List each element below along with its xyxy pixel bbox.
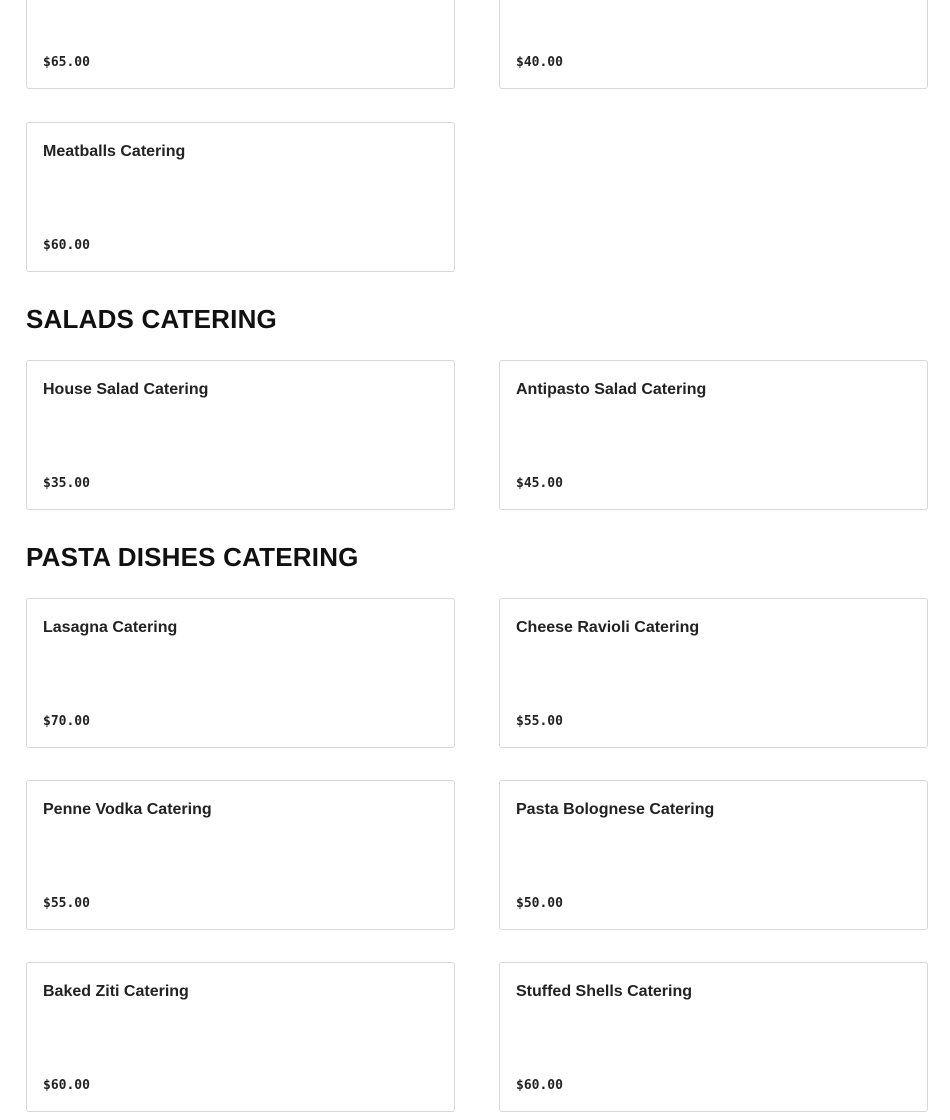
- item-price: $35.00: [43, 476, 90, 491]
- menu-item-card-lasagna[interactable]: [26, 598, 455, 748]
- item-price: $50.00: [516, 896, 563, 911]
- menu-item-card[interactable]: [499, 0, 928, 89]
- menu-item-card[interactable]: [26, 0, 455, 89]
- item-name: Meatballs Catering: [43, 143, 186, 160]
- section-title-pasta: PASTA DISHES CATERING: [26, 542, 359, 572]
- item-price: $60.00: [516, 1078, 563, 1093]
- item-name: Pasta Bolognese Catering: [516, 801, 715, 818]
- item-name: House Salad Catering: [43, 381, 209, 398]
- item-price: $60.00: [43, 1078, 90, 1093]
- item-price: $70.00: [43, 714, 90, 729]
- menu-item-card-pasta-bolognese[interactable]: [499, 780, 928, 930]
- item-name: Stuffed Shells Catering: [516, 983, 693, 1000]
- item-name: Penne Vodka Catering: [43, 801, 212, 818]
- menu-item-card-cheese-ravioli[interactable]: [499, 598, 928, 748]
- item-name: Baked Ziti Catering: [43, 983, 189, 1000]
- item-name: Antipasto Salad Catering: [516, 381, 707, 398]
- menu-item-card-stuffed-shells[interactable]: [499, 962, 928, 1112]
- menu-item-card-antipasto-salad[interactable]: [499, 360, 928, 510]
- item-price: $55.00: [43, 896, 90, 911]
- item-price: $45.00: [516, 476, 563, 491]
- item-name: Cheese Ravioli Catering: [516, 619, 700, 636]
- menu-item-card-house-salad[interactable]: [26, 360, 455, 510]
- item-name: Lasagna Catering: [43, 619, 178, 636]
- menu-item-card-meatballs[interactable]: [26, 122, 455, 272]
- menu-item-card-penne-vodka[interactable]: [26, 780, 455, 930]
- item-price: $60.00: [43, 238, 90, 253]
- item-price: $55.00: [516, 714, 563, 729]
- menu-item-card-baked-ziti[interactable]: [26, 962, 455, 1112]
- item-price: $65.00: [43, 55, 90, 70]
- section-title-salads: SALADS CATERING: [26, 304, 277, 334]
- item-price: $40.00: [516, 55, 563, 70]
